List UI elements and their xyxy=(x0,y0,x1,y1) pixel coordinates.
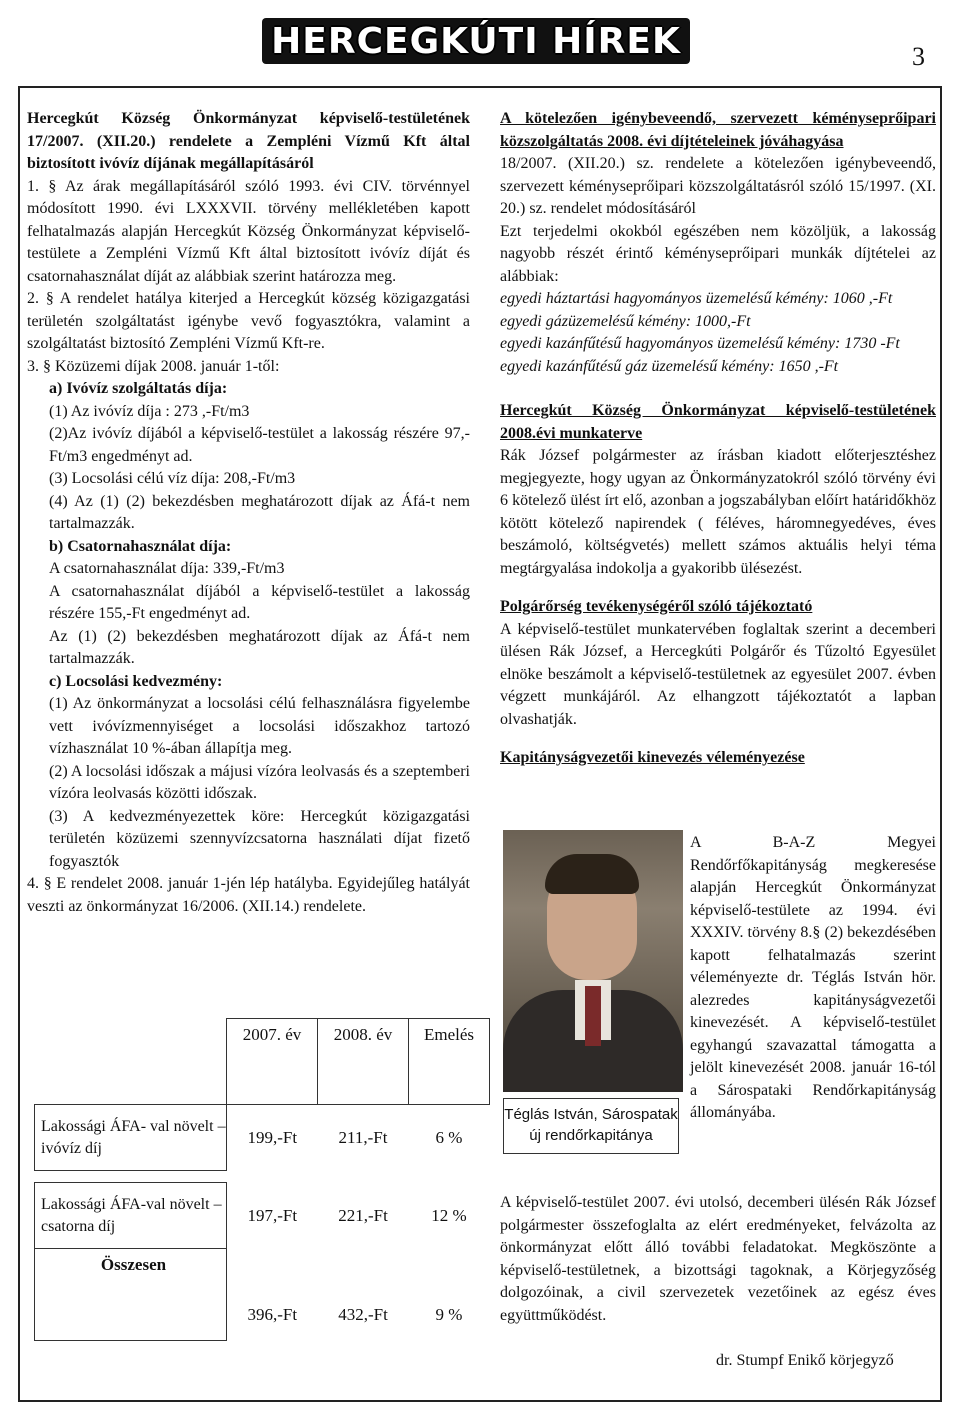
page-number: 3 xyxy=(912,42,925,71)
chimney-item: egyedi kazánfűtésű gáz üzemelésű kémény: 1650 ,-Ft xyxy=(500,357,839,375)
header-2008: 2008. év xyxy=(318,1019,409,1105)
masthead-title: HERCEGKÚTI HÍREK xyxy=(271,21,681,62)
signature: dr. Stumpf Enikő körjegyző xyxy=(716,1352,894,1369)
closing-section xyxy=(500,1192,936,1327)
irrigation-2: (2) A locsolási időszak a májusi vízóra leolvasás és a szeptemberi vízóra leolvasás közötti időszak. xyxy=(49,762,470,802)
chimney-item: egyedi gázüzemelésű kémény: 1000,-Ft xyxy=(500,312,751,330)
section-4: 4. § E rendelet 2008. január 1-jén lép hatályba. Egyidejűleg hatályát veszti az önkormányzat 16/2006. (XII.14.) rendelete. xyxy=(27,875,470,915)
sewer-fee-1: A csatornahasználat díja: 339,-Ft/m3 xyxy=(49,560,285,577)
workplan-text: Rák József polgármester az írásban kiadott előterjesztéshez megjegyezte, hogy ugyan az Önkormányzatokról szóló törvény évi 6 kötelező ülést írt elő, azonban a jogszabályban előírt határidőkhöz kötött kötelező napirendek ( féléves, háromnegyedéves, éves beszámoló, költségvetés) mellett számos aktuális helyi téma megtárgyalása indokolja a gyakoribb ülésezést. xyxy=(500,447,936,577)
irrigation-1: (1) Az önkormányzat a locsolási célú felhasználásra figyelembe vett ivóvízmennyiséget a locsolási időszakhoz tartozó vízhasználat 10 %-ában állapítja meg. xyxy=(49,695,470,757)
captain-text: A B-A-Z Megyei Rendőrfőkapitányság megkeresése alapján Hercegkút Önkormányzat képviselő-testülete az 1994. évi XXXIV. törvény 8.§ (2) bekezdésében kapott felhatalmazás szerint véleményezte dr. Téglás István hör. alezredes kapitányságvezetői kinevezését. A képviselő-testület egyhangú szavazattal támogatta a jelölt kinevezését 2008. január 16-tól a Sárospataki Rendőrkapitányság állományába. xyxy=(690,834,936,1121)
closing-text: A képviselő-testület 2007. évi utolsó, decemberi ülésén Rák József polgármester összefoglalta az elért eredményeket, felvázolta az önkormányzat előtt álló további feladatokat. Megköszönte a képviselő-testületnek, a bizottsági tagoknak, a Körjegyzőség dolgozóinak, a civil szervezetek vezetőinek az egész éves együttműködést. xyxy=(500,1194,936,1324)
row-label: Összesen xyxy=(35,1249,227,1341)
water-fee-1: (1) Az ivóvíz díja : 273 ,-Ft/m3 xyxy=(49,402,250,420)
civil-guard-title: Polgárőrség tevékenységéről szóló tájékoztató xyxy=(500,598,813,615)
ordinance-title: Hercegkút Község Önkormányzat képviselő-testületének 17/2007. (XII.20.) rendelete a Zempléni Vízmű Kft által biztosított ivóvíz díjának megállapításáról xyxy=(27,110,470,172)
section-3: 3. § Közüzemi díjak 2008. január 1-től: xyxy=(27,357,280,375)
chimney-title: A kötelezően igénybeveendő, szervezett kéményseprőipari közszolgáltatás 2008. évi díjtételeinek jóváhagyása xyxy=(500,110,936,150)
row-label: Lakossági ÁFA- val növelt – ivóvíz díj xyxy=(35,1105,227,1171)
masthead xyxy=(262,18,690,64)
table-row xyxy=(35,1183,490,1249)
water-fee-4: (4) Az (1) (2) bekezdésben meghatározott díjak az Áfá-t nem tartalmazzák. xyxy=(49,492,470,532)
cell-2007: 199,-Ft xyxy=(247,1127,298,1147)
table-row xyxy=(35,1249,490,1341)
photo-caption: Téglás István, Sárospatak új rendőrkapitánya xyxy=(503,1098,679,1154)
header-change: Emelés xyxy=(409,1019,490,1105)
captain-title: Kapitányságvezetői kinevezés véleményezése xyxy=(500,749,805,766)
cell-2007: 197,-Ft xyxy=(247,1205,298,1225)
portrait-photo xyxy=(503,830,683,1092)
chimney-item: egyedi háztartási hagyományos üzemelésű kémény: 1060 ,-Ft xyxy=(500,290,893,307)
cell-2007: 396,-Ft xyxy=(247,1304,298,1324)
workplan-title: Hercegkút Község Önkormányzat képviselő-testületének 2008.évi munkaterve xyxy=(500,402,936,442)
cell-change: 9 % xyxy=(435,1304,463,1324)
sewer-fee-2: A csatornahasználat díjából a képviselő-testület a lakosság részére 155,-Ft engedményt ad. xyxy=(49,582,470,622)
sewer-fee-title: b) Csatornahasználat díja: xyxy=(49,537,232,555)
civil-guard-text: A képviselő-testület munkatervében foglaltak szerint a decemberi ülésen Rák József, a Hercegkúti Polgárőr és Tűzoltó Egyesület elnöke beszámolt a képviselő-testületnek az egyesület 2007. évben végzett munkájáról. Az elhangzott tájékoztatót a lapban olvashatják. xyxy=(500,620,936,728)
chimney-text-2: Ezt terjedelmi okokból egészében nem közöljük, a lakosság nagyobb részét érintő kéményseprőipari munkák díjtételei az alábbiak: xyxy=(500,222,936,285)
section-1: 1. § Az árak megállapításáról szóló 1993. évi CIV. törvénnyel módosított 1990. évi LXXXVII. törvény mellékletében kapott felhatalmazás alapján Hercegkút Község Önkormányzat képviselő-testülete a Zempléni Vízmű Kft által biztosított ivóvíz díját és csatornahasználat díját az alábbiak szerint határozza meg. xyxy=(27,177,470,285)
cell-change: 6 % xyxy=(435,1127,463,1147)
header-2007: 2007. év xyxy=(227,1019,318,1105)
water-fee-title: a) Ivóvíz szolgáltatás díja: xyxy=(49,380,228,397)
left-column xyxy=(27,108,470,918)
chimney-text-1: 18/2007. (XII.20.) sz. rendelete a kötelezően igénybeveendő, szervezett kéményseprőipari közszolgáltatásról szóló 15/1997. (XI. 20.) sz. rendelet módosításáról xyxy=(500,155,936,217)
irrigation-title: c) Locsolási kedvezmény: xyxy=(49,672,223,690)
irrigation-3: (3) A kedvezményezettek köre: Hercegkút közigazgatási területén közüzemi szennyvízcsatorna használati díjat fizető fogyasztók xyxy=(49,807,470,870)
cell-2008: 221,-Ft xyxy=(338,1205,388,1225)
right-column xyxy=(500,108,936,770)
cell-change: 12 % xyxy=(431,1205,467,1225)
cell-2008: 432,-Ft xyxy=(338,1304,388,1324)
price-table xyxy=(34,1018,490,1341)
section-2: 2. § A rendelet hatálya kiterjed a Hercegkút község közigazgatási területén szolgáltatást igénybe vevő fogyasztókra, valamint a szolgáltatást biztosító Zempléni Vízmű Kft-re. xyxy=(27,290,470,352)
water-fee-2: (2)Az ivóvíz díjából a képviselő-testület a lakosság részére 97,-Ft/m3 engedményt ad. xyxy=(49,425,470,465)
row-label: Lakossági ÁFA-val növelt – csatorna díj xyxy=(35,1183,227,1249)
sewer-fee-3: Az (1) (2) bekezdésben meghatározott díjak az Áfá-t nem tartalmazzák. xyxy=(49,627,470,667)
chimney-item: egyedi kazánfűtésű hagyományos üzemelésű kémény: 1730 -Ft xyxy=(500,335,900,352)
water-fee-3: (3) Locsolási célú víz díja: 208,-Ft/m3 xyxy=(49,470,296,487)
table-row xyxy=(35,1105,490,1171)
cell-2008: 211,-Ft xyxy=(338,1127,388,1147)
